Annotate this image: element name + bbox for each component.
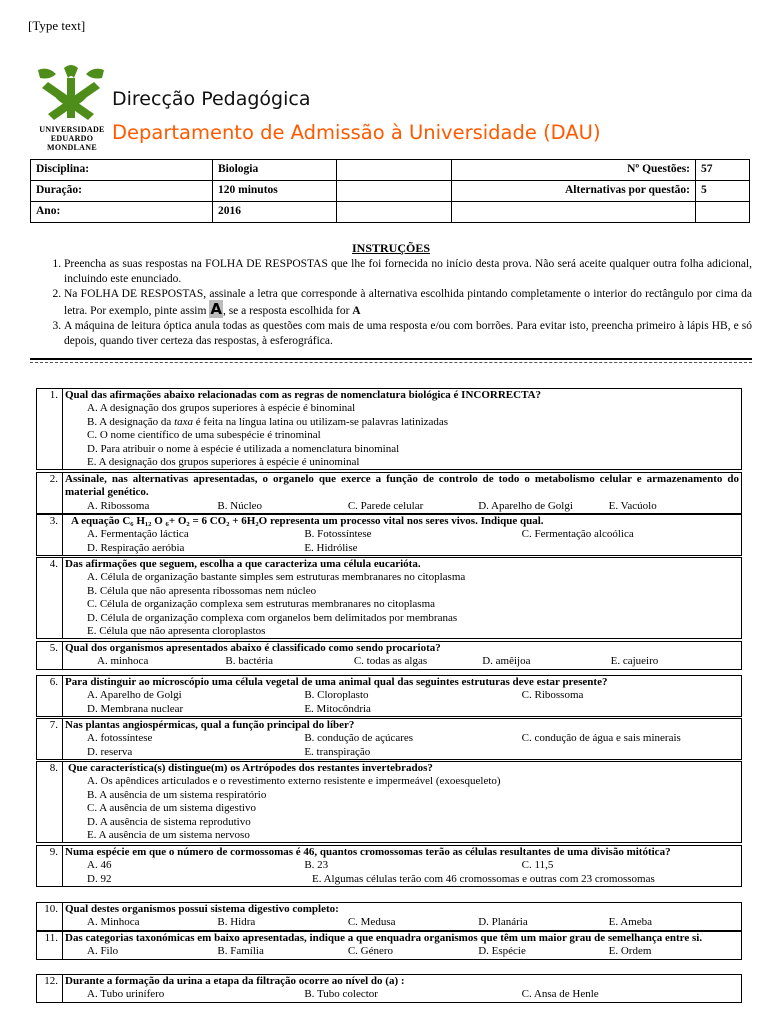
question-5: 5. Qual dos organismos apresentados abaixo é classificado como sendo procariota? A. minhoca B. bactéria C. todas as algas D. amêijoa E. cajueiro xyxy=(36,641,742,670)
exam-info-table xyxy=(30,159,750,223)
ano-label: Ano: xyxy=(31,202,213,223)
alternativas-label: Alternativas por questão: xyxy=(452,181,696,202)
question-2: 2. Assinale, nas alternativas apresentadas, o organelo que exerce a função de controlo de todo o metabolismo celular e armazenamento do material genético. A. Ribossoma B. Núcleo C. Parede celular D. Aparelho de Golgi E. Vacúolo xyxy=(36,472,742,514)
disciplina-value: Biologia xyxy=(213,160,337,181)
instructions xyxy=(30,241,752,349)
disciplina-label: Disciplina: xyxy=(31,160,213,181)
question-6: 6. Para distinguir ao microscópio uma célula vegetal de uma animal qual das seguintes estruturas deve estar presente? A. Aparelho de Golgi B. Cloroplasto C. Ribossoma D. Membrana nuclear E. Mitocôndria xyxy=(36,675,742,717)
question-1: 1. Qual das afirmações abaixo relacionadas com as regras de nomenclatura biológica é INCORRECTA? A. A designação dos grupos superiores à espécie é binominal B. A designação da taxa é feita na língua latina ou utilizam-se palavras latinizadas C. O nome científico de uma subespécie é trinominal D. Para atribuir o nome à espécie é utilizada a nomenclatura binominal E. A designação dos grupos superiores à espécie é uninominal xyxy=(36,388,742,470)
question-8: 8. Que característica(s) distingue(m) os Artrópodes dos restantes invertebrados? A. Os apêndices articulados e o revestimento externo resistente e impermeável (exoesqueleto) B. A ausência de um sistema respiratório C. A ausência de um sistema digestivo D. A ausência de sistema reprodutivo E. A ausência de um sistema nervoso xyxy=(36,761,742,843)
question-12: 12. Durante a formação da urina a etapa da filtração ocorre ao nível do (a) : A. Tubo urinífero B. Tubo colector C. Ansa de Henle xyxy=(36,974,742,1003)
department-title: Departamento de Admissão à Universidade (DAU) xyxy=(112,121,601,144)
question-11: 11. Das categorias taxonómicas em baixo apresentadas, indique a que enquadra organismos que têm um maior grau de semelhança entre si. A. Filo B. Família C. Género D. Espécie E. Ordem xyxy=(36,931,742,960)
alternativas-value: 5 xyxy=(696,181,750,202)
university-name: UNIVERSIDADE EDUARDO MONDLANE xyxy=(39,125,105,152)
question-4: 4. Das afirmações que seguem, escolha a que caracteriza uma célula eucarióta. A. Célula de organização bastante simples sem estruturas membranares no citoplasma B. Célula que não apresenta ribossomas nem núcleo C. Célula de organização complexa sem estruturas membranares no citoplasma D. Célula de organização complexa com organelos bem delimitados por membranas E. Célula que não apresenta cloroplastos xyxy=(36,557,742,639)
instruction-3: 3. A máquina de leitura óptica anula todas as questões com mais de uma resposta e/ou com borrões. Para evitar isto, preencha primeiro à lápis HB, e só depois, quando tiver certeza das respostas, à esferográfica. xyxy=(64,319,752,349)
instructions-title: INSTRUÇÕES xyxy=(351,241,431,255)
filled-box-example: A xyxy=(210,300,222,319)
separator-dashed-line xyxy=(30,362,752,363)
duracao-label: Duração: xyxy=(31,181,213,202)
duracao-value: 120 minutos xyxy=(213,181,337,202)
question-7: 7. Nas plantas angiospérmicas, qual a função principal do líber? A. fotossíntese B. condução de açúcares C. condução de água e sais minerais D. reserva E. transpiração xyxy=(36,718,742,760)
questoes-value: 57 xyxy=(696,160,750,181)
instruction-1: 1. Preencha as suas respostas na FOLHA DE RESPOSTAS que lhe foi fornecida no início desta prova. Não será aceite qualquer outra folha adicional, incluindo este enunciado. xyxy=(64,257,752,287)
separator-line xyxy=(30,358,752,360)
instruction-2: 2. Na FOLHA DE RESPOSTAS, assinale a letra que corresponde à alternativa escolhida pintando completamente o interior do rectângulo por cima da letra. Por exemplo, pinte assim A, se a resposta escolhida for A xyxy=(64,287,752,319)
question-9: 9. Numa espécie em que o número de cormossomas é 46, quantos cromossomas terão as células resultantes de uma divisão mitótica? A. 46 B. 23 C. 11,5 D. 92 E. Algumas células terão com 46 cromossomas e outras com 23 cromossomas xyxy=(36,845,742,887)
questoes-label: Nº Questões: xyxy=(452,160,696,181)
direction-title: Direcção Pedagógica xyxy=(112,88,311,110)
ano-value: 2016 xyxy=(213,202,337,223)
question-10: 10. Qual destes organismos possui sistema digestivo completo: A. Minhoca B. Hidra C. Medusa D. Planária E. Ameba xyxy=(36,902,742,931)
header-note: [Type text] xyxy=(28,18,86,33)
question-3: 3. A equação C₆ H₁₂ O ₆+ O₂ = 6 CO₂ + 6H₂O representa um processo vital nos seres vivos. Indique qual. A. Fermentação láctica B. Fotossíntese C. Fermentação alcoólica D. Respiração aeróbia E. Hidrólise xyxy=(36,514,742,556)
